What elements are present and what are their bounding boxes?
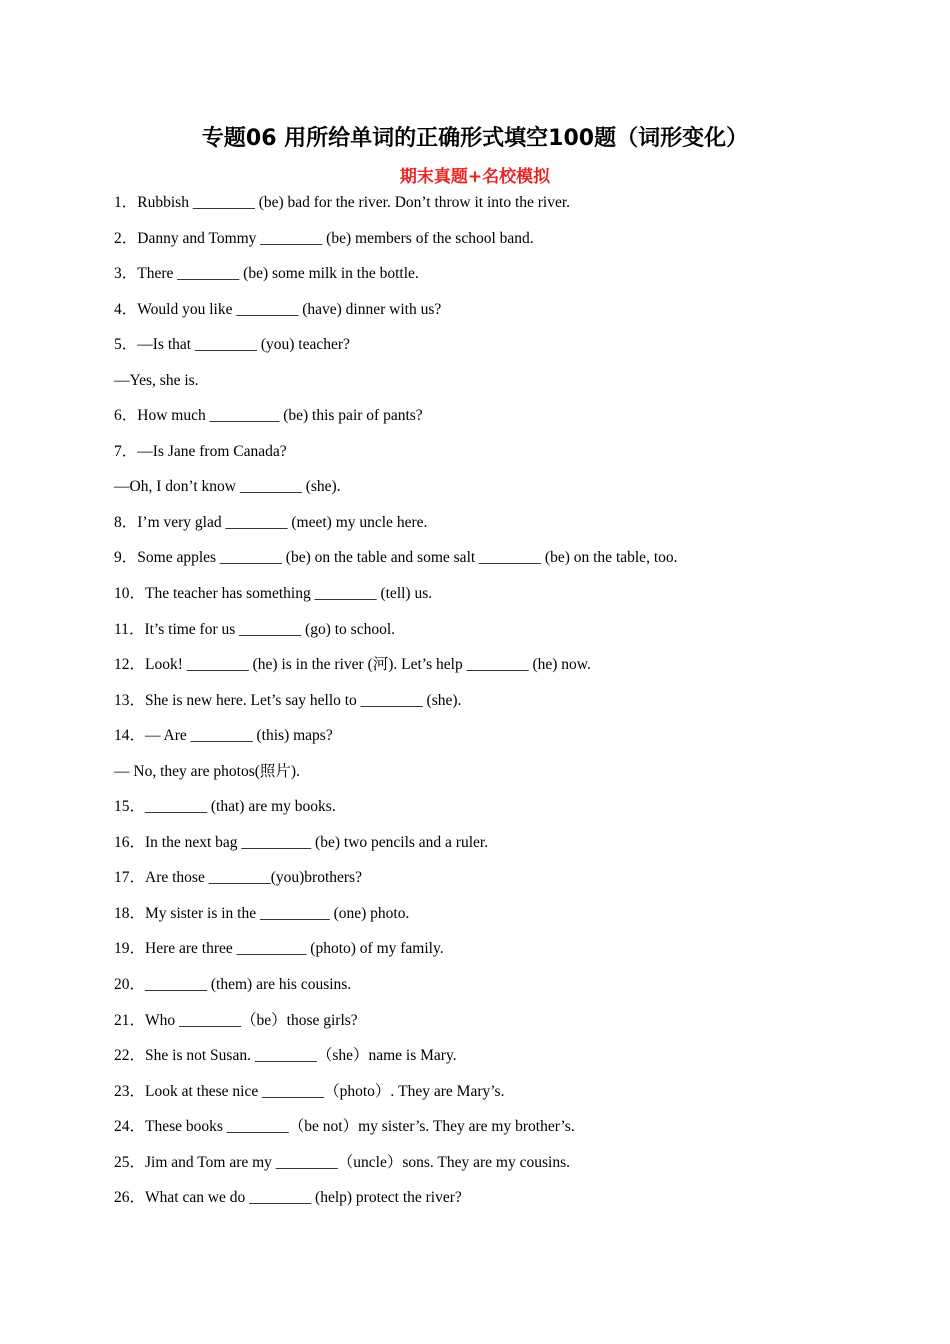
- question-number: 24 ．: [114, 1113, 145, 1141]
- question-item: [114, 438, 914, 474]
- question-number: 9 ．: [114, 544, 137, 572]
- question-text: Are those ________(you)brothers?: [145, 869, 362, 887]
- question-text: Here are three _________ (photo) of my family.: [145, 940, 444, 958]
- question-item: [114, 651, 914, 687]
- question-item: [114, 864, 914, 900]
- question-number: 1 ．: [114, 189, 137, 217]
- question-text: These books ________（be not）my sister’s. They are my brother’s.: [145, 1118, 575, 1136]
- question-item: [114, 225, 914, 261]
- question-item: [114, 1078, 914, 1114]
- question-item: [114, 793, 914, 829]
- question-number: 12 ．: [114, 651, 145, 679]
- question-text: — Are ________ (this) maps?: [145, 727, 333, 745]
- question-text: It’s time for us ________ (go) to school.: [144, 620, 396, 638]
- question-text: —Is that ________ (you) teacher?: [137, 336, 350, 354]
- question-text: The teacher has something ________ (tell) us.: [145, 585, 433, 603]
- question-list: [114, 189, 914, 1220]
- question-text: —Is Jane from Canada?: [137, 442, 287, 460]
- answer-text: —Oh, I don’t know ________ (she).: [114, 478, 341, 496]
- question-number: 6 ．: [114, 402, 137, 430]
- question-number: 7 ．: [114, 438, 137, 466]
- question-number: 3 ．: [114, 260, 137, 288]
- answer-line: [114, 758, 914, 794]
- answer-text: —Yes, she is.: [114, 371, 199, 389]
- question-item: [114, 402, 914, 438]
- page-subtitle: 期末真题+名校模拟: [399, 167, 551, 187]
- question-text: In the next bag _________ (be) two pencils and a ruler.: [145, 833, 489, 851]
- question-number: 19 ．: [114, 935, 145, 963]
- question-number: 23 ．: [114, 1078, 145, 1106]
- question-item: [114, 1149, 914, 1185]
- question-number: 25 ．: [114, 1149, 145, 1177]
- question-text: How much _________ (be) this pair of pants?: [137, 407, 423, 425]
- question-item: [114, 296, 914, 332]
- question-item: [114, 900, 914, 936]
- question-number: 22 ．: [114, 1042, 145, 1070]
- question-number: 15 ．: [114, 793, 145, 821]
- question-item: [114, 189, 914, 225]
- question-item: [114, 1113, 914, 1149]
- question-number: 4 ．: [114, 296, 137, 324]
- question-number: 13 ．: [114, 687, 145, 715]
- answer-line: [114, 367, 914, 403]
- question-number: 10 ．: [114, 580, 145, 608]
- question-item: [114, 935, 914, 971]
- question-item: [114, 1042, 914, 1078]
- question-number: 8 ．: [114, 509, 137, 537]
- question-text: I’m very glad ________ (meet) my uncle here.: [137, 513, 428, 531]
- question-item: [114, 331, 914, 367]
- page-title: 专题06 用所给单词的正确形式填空100题（词形变化）: [201, 126, 749, 151]
- question-item: [114, 260, 914, 296]
- question-item: [114, 580, 914, 616]
- question-text: Look at these nice ________（photo）. They are Mary’s.: [145, 1082, 505, 1100]
- question-item: [114, 722, 914, 758]
- answer-text: — No, they are photos(照片).: [114, 762, 300, 780]
- question-item: [114, 509, 914, 545]
- question-item: [114, 971, 914, 1007]
- question-text: Danny and Tommy ________ (be) members of the school band.: [137, 229, 534, 247]
- question-text: Some apples ________ (be) on the table and some salt ________ (be) on the table, too.: [137, 549, 678, 567]
- question-text: She is new here. Let’s say hello to ________ (she).: [145, 691, 462, 709]
- question-item: [114, 687, 914, 723]
- question-text: Jim and Tom are my ________（uncle）sons. They are my cousins.: [145, 1153, 570, 1171]
- question-item: [114, 1184, 914, 1220]
- question-number: 18 ．: [114, 900, 145, 928]
- question-number: 14 ．: [114, 722, 145, 750]
- question-item: [114, 829, 914, 865]
- question-text: ________ (that) are my books.: [145, 798, 336, 816]
- question-text: Rubbish ________ (be) bad for the river. Don’t throw it into the river.: [137, 194, 571, 211]
- question-text: Who ________（be）those girls?: [145, 1011, 358, 1029]
- question-number: 11 ．: [114, 616, 144, 644]
- question-item: [114, 544, 914, 580]
- question-number: 17 ．: [114, 864, 145, 892]
- question-text: She is not Susan. ________（she）name is Mary.: [145, 1047, 457, 1065]
- question-text: What can we do ________ (help) protect the river?: [145, 1189, 462, 1207]
- question-number: 5 ．: [114, 331, 137, 359]
- question-text: Look! ________ (he) is in the river (河). Let’s help ________ (he) now.: [145, 656, 591, 674]
- question-text: There ________ (be) some milk in the bottle.: [137, 265, 419, 283]
- question-number: 20 ．: [114, 971, 145, 999]
- question-text: Would you like ________ (have) dinner with us?: [137, 300, 442, 318]
- question-number: 16 ．: [114, 829, 145, 857]
- question-item: [114, 616, 914, 652]
- question-number: 2 ．: [114, 225, 137, 253]
- question-number: 21 ．: [114, 1007, 145, 1035]
- question-item: [114, 1007, 914, 1043]
- question-number: 26 ．: [114, 1184, 145, 1212]
- question-text: ________ (them) are his cousins.: [145, 976, 352, 994]
- question-text: My sister is in the _________ (one) photo.: [145, 904, 410, 922]
- answer-line: [114, 473, 914, 509]
